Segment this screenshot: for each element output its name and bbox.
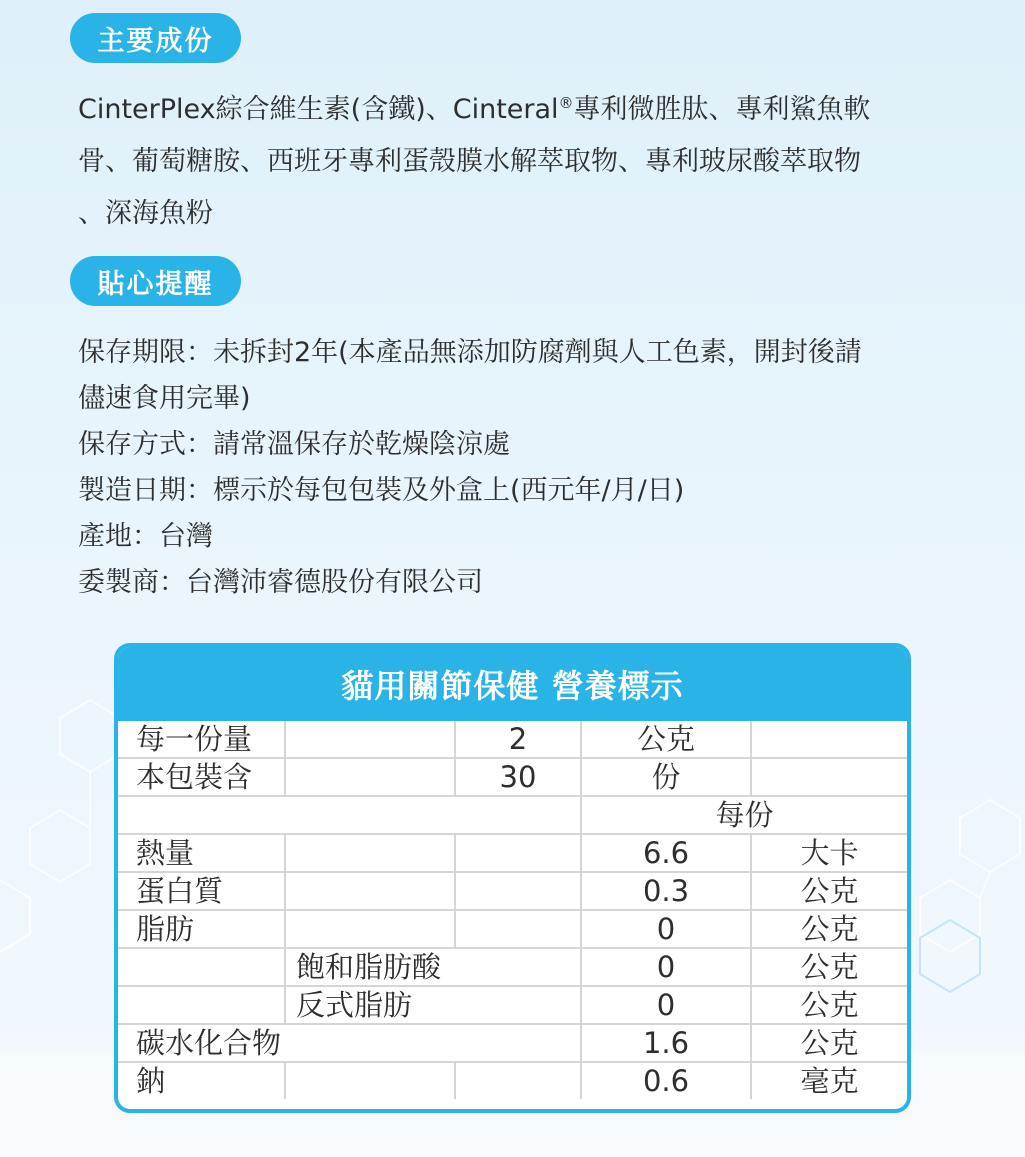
per-serving-header: 每份 — [581, 796, 907, 834]
nutrient-unit: 公克 — [751, 948, 907, 986]
notes-text — [78, 330, 958, 606]
notes-section-label: 貼心提醒 — [70, 256, 241, 306]
ingredients-line-1 — [78, 84, 958, 136]
servings-per-package-label: 本包裝含 — [118, 758, 285, 796]
nutrition-title: 貓用關節保健 營養標示 — [118, 647, 907, 721]
nutrient-value: 6.6 — [581, 834, 751, 872]
registered-mark: ® — [558, 94, 574, 112]
nutrient-name: 蛋白質 — [118, 872, 285, 910]
serving-size-label: 每一份量 — [118, 721, 285, 758]
manufacture-date-line: 製造日期：標示於每包包裝及外盒上(西元年/月/日) — [78, 475, 685, 506]
shelf-life-line-cont: 儘速食用完畢) — [78, 383, 251, 414]
manufacturer-line: 委製商：台灣沛睿德股份有限公司 — [78, 567, 483, 598]
shelf-life-line: 保存期限：未拆封2年(本產品無添加防腐劑與人工色素，開封後請 — [78, 337, 862, 368]
nutrient-value: 0 — [581, 948, 751, 986]
nutrition-table — [118, 721, 907, 1099]
nutrient-unit: 公克 — [751, 910, 907, 948]
nutrient-value: 0 — [581, 910, 751, 948]
table-row — [118, 834, 907, 872]
table-row — [118, 758, 907, 796]
table-row — [118, 948, 907, 986]
nutrient-unit: 公克 — [751, 1024, 907, 1062]
nutrient-unit: 毫克 — [751, 1062, 907, 1099]
ingredients-section-label: 主要成份 — [70, 13, 241, 63]
table-row — [118, 1024, 907, 1062]
nutrient-unit: 大卡 — [751, 834, 907, 872]
table-row — [118, 1062, 907, 1099]
nutrition-label-card — [114, 643, 911, 1113]
storage-line: 保存方式：請常溫保存於乾燥陰涼處 — [78, 429, 510, 460]
nutrient-value: 0.3 — [581, 872, 751, 910]
ingredients-line-3: 、深海魚粉 — [78, 198, 213, 229]
table-row — [118, 796, 907, 834]
table-row — [118, 910, 907, 948]
nutrient-unit: 公克 — [751, 986, 907, 1024]
nutrient-name: 碳水化合物 — [118, 1024, 581, 1062]
table-row — [118, 872, 907, 910]
nutrient-value: 0.6 — [581, 1062, 751, 1099]
ingredients-text — [78, 84, 958, 240]
table-row — [118, 721, 907, 758]
serving-size-unit: 公克 — [581, 721, 751, 758]
nutrient-name: 脂肪 — [118, 910, 285, 948]
nutrient-unit: 公克 — [751, 872, 907, 910]
nutrient-name: 飽和脂肪酸 — [285, 948, 581, 986]
serving-size-value: 2 — [455, 721, 581, 758]
nutrient-value: 1.6 — [581, 1024, 751, 1062]
nutrient-name: 鈉 — [118, 1062, 285, 1099]
nutrient-name: 反式脂肪 — [285, 986, 581, 1024]
servings-per-package-unit: 份 — [581, 758, 751, 796]
ingredients-line-2: 骨、葡萄糖胺、西班牙專利蛋殼膜水解萃取物、專利玻尿酸萃取物 — [78, 146, 861, 177]
origin-line: 產地：台灣 — [78, 521, 213, 552]
ingredients-line-1a: CinterPlex綜合維生素(含鐵)、Cinteral — [78, 94, 559, 125]
table-row — [118, 986, 907, 1024]
servings-per-package-value: 30 — [455, 758, 581, 796]
ingredients-line-1b: 專利微胜肽、專利鯊魚軟 — [573, 94, 871, 125]
nutrient-name: 熱量 — [118, 834, 285, 872]
nutrient-value: 0 — [581, 986, 751, 1024]
